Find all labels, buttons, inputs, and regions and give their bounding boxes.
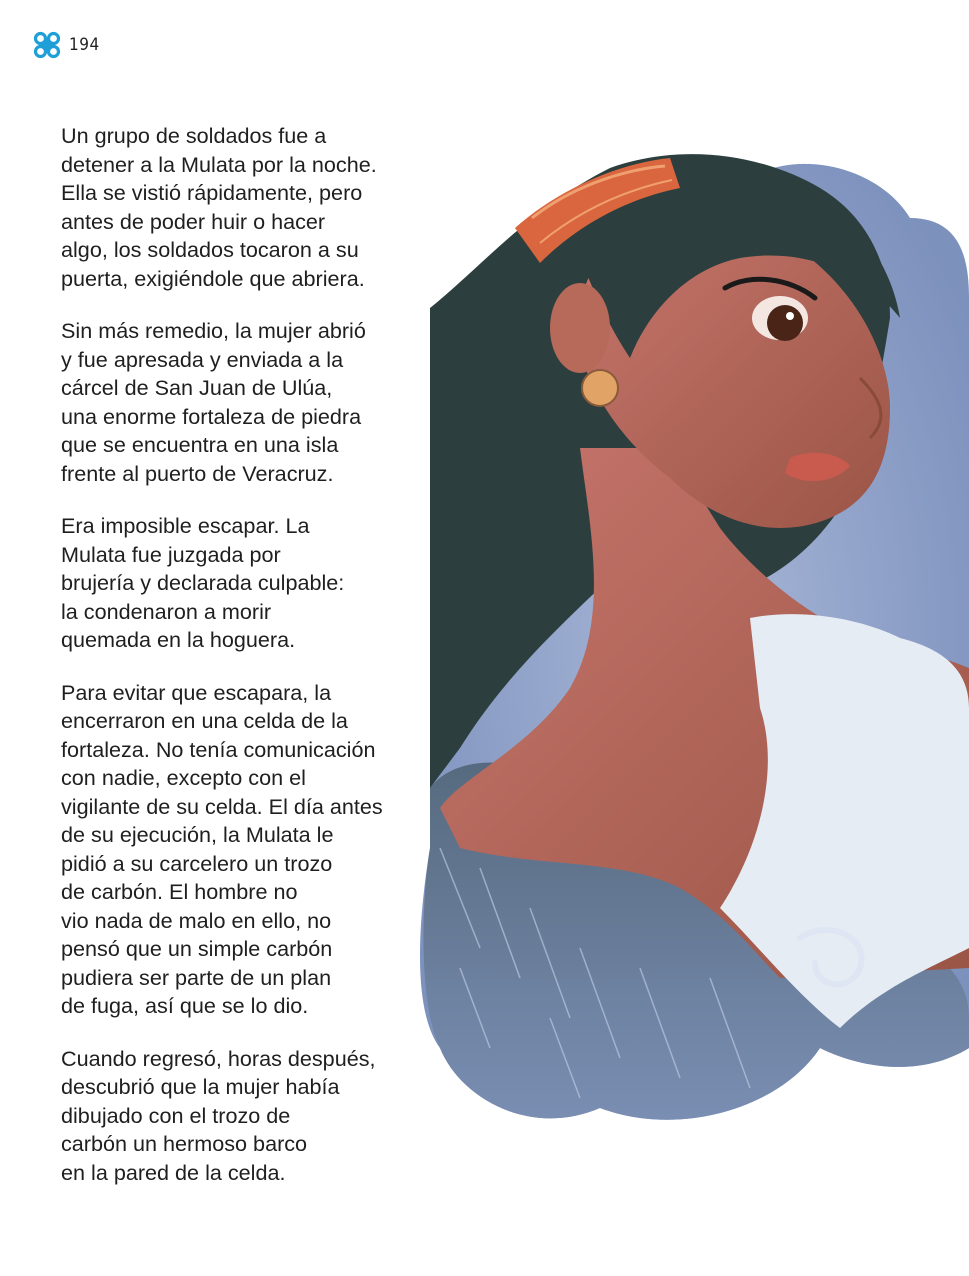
text-line: quemada en la hoguera. [61,627,296,652]
text-line: frente al puerto de Veracruz. [61,460,334,486]
text-line: con nadie, excepto con el [61,765,306,790]
text-line: de fuga, así que se lo dio. [61,993,309,1018]
text-line: cárcel de San Juan de Ulúa, [61,375,333,400]
text-line: de su ejecución, la Mulata le [61,822,334,847]
text-line: la condenaron a morir [61,598,272,624]
paragraph [61,317,431,488]
text-line: Para evitar que escapara, la [61,679,332,705]
text-line: carbón un hermoso barco [61,1131,308,1156]
text-line: en la pared de la celda. [61,1159,286,1185]
page-number: 194 [69,35,100,55]
text-line: Mulata fue juzgada por [61,541,281,567]
text-line: Sin más remedio, la mujer abrió [61,318,366,343]
text-line: dibujado con el trozo de [61,1102,291,1128]
paragraph [61,679,431,1021]
ear [550,283,610,373]
text-line: Un grupo de soldados fue a [61,123,327,148]
paragraph [61,122,431,293]
text-line: Cuando regresó, horas después, [61,1045,376,1071]
text-line: que se encuentra en una isla [61,432,339,457]
mulata-woman-illustration [420,148,969,1158]
text-line: antes de poder huir o hacer [61,208,326,234]
text-line: brujería y declarada culpable: [61,570,345,595]
text-line: puerta, exigiéndole que abriera. [61,265,365,291]
text-line: vio nada de malo en ello, no [61,907,332,933]
text-line: detener a la Mulata por la noche. [61,151,377,177]
text-line: algo, los soldados tocaron a su [61,237,359,262]
story-text [61,122,431,1211]
earring [582,370,618,406]
text-line: fortaleza. No tenía comunicación [61,736,376,762]
text-line: pudiera ser parte de un plan [61,964,332,990]
text-line: pidió a su carcelero un trozo [61,850,333,876]
text-line: una enorme fortaleza de piedra [61,403,362,429]
paragraph [61,1045,431,1188]
text-line: descubrió que la mujer había [61,1074,340,1099]
text-line: vigilante de su celda. El día antes [61,793,383,819]
text-line: Era imposible escapar. La [61,513,310,538]
text-line: de carbón. El hombre no [61,879,298,904]
text-line: Ella se vistió rápidamente, pero [61,180,363,205]
flower-ornament-icon [33,31,61,59]
text-line: encerraron en una celda de la [61,708,348,733]
text-line: y fue apresada y enviada a la [61,346,344,372]
text-line: pensó que un simple carbón [61,936,333,961]
page-header [33,31,100,59]
paragraph [61,512,431,655]
